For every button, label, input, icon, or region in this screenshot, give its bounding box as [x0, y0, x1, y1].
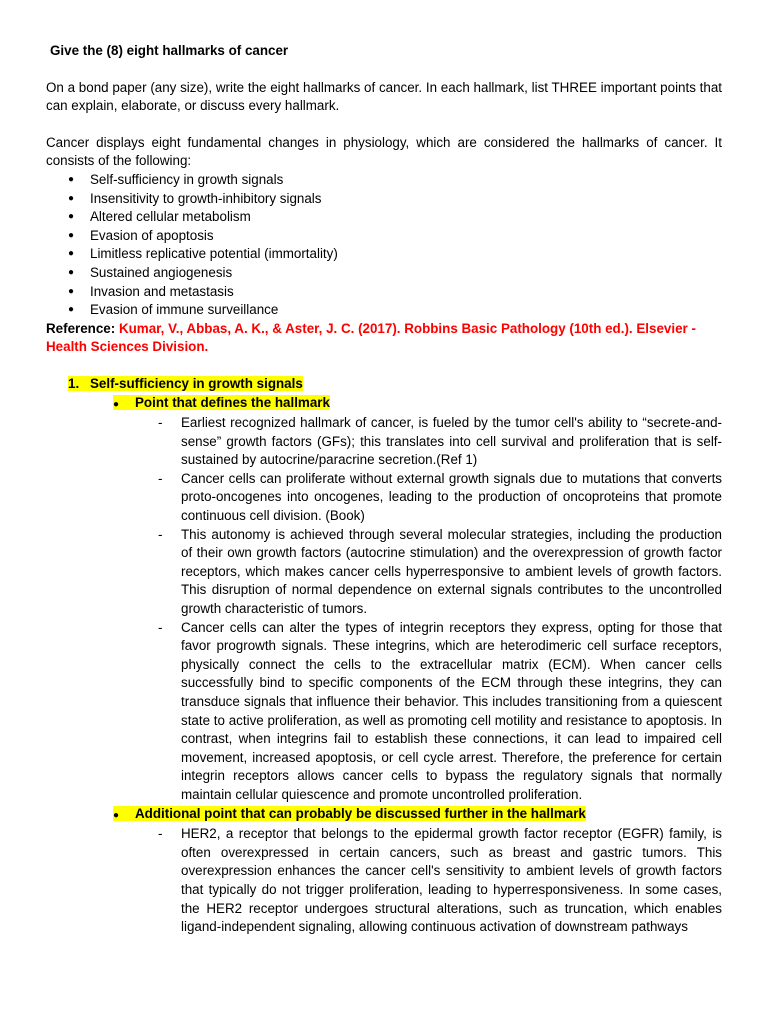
dash-icon: - — [158, 619, 163, 635]
section-number: 1. — [68, 375, 80, 391]
list-item: ● Invasion and metastasis — [68, 283, 722, 302]
reference-citation: Kumar, V., Abbas, A. K., & Aster, J. C. (2017). Robbins Basic Pathology (10th ed.). Elsevier - Health Sciences Division. — [46, 320, 696, 355]
document-title: Give the (8) eight hallmarks of cancer — [50, 43, 289, 58]
hallmarks-list — [46, 171, 722, 320]
reference-colon: : — [110, 320, 119, 336]
dash-icon: - — [158, 415, 163, 431]
dash-icon: - — [158, 526, 163, 542]
point-item — [46, 414, 722, 470]
list-item: ● Limitless replicative potential (immortality) — [68, 245, 722, 264]
point-text: Cancer cells can alter the types of integrin receptors they express, opting for those that favor progrowth signals. These integrins, which are heterodimeric cell surface receptors, physically connect the cells to the extracellular matrix (ECM). When cancer cells successfully bind to specific components of the ECM through these integrins, they can transduce signals that influence their behavior. This includes transitioning from a quiescent state to active proliferation, as well as promoting cell motility and resistance to apoptosis. In contrast, when integrins fail to establish these connections, it can lead to impaired cell movement, increased apoptosis, or cell cycle arrest. Therefore, the preference for certain integrin receptors allows cancer cells to bypass the regulatory signals that normally maintain cellular quiescence and promote uncontrolled proliferation. — [181, 619, 722, 802]
list-item: ● Evasion of apoptosis — [68, 227, 722, 246]
point-item — [46, 470, 722, 526]
dash-icon: - — [158, 470, 163, 486]
subheading-label: Additional point that can probably be discussed further in the hallmark — [135, 805, 586, 821]
point-text: This autonomy is achieved through several molecular strategies, including the production of their own growth factors (autocrine stimulation) and the overexpression of growth factor receptors, which makes cancer cells hyperresponsive to ambient levels of growth factors. This disruption of normal dependence on external signals contributes to the uncontrolled growth characteristic of tumors. — [181, 526, 722, 617]
subheading-defines — [46, 394, 722, 415]
subheading-additional — [46, 805, 722, 826]
list-item: ● Altered cellular metabolism — [68, 208, 722, 227]
bullet-icon: ● — [113, 809, 120, 821]
reference-line — [46, 320, 722, 357]
dash-icon: - — [158, 826, 163, 842]
subheading-label: Point that defines the hallmark — [135, 394, 330, 410]
intro-paragraph: Cancer displays eight fundamental changes in physiology, which are considered the hallmarks of cancer. It consists of the following: — [46, 134, 722, 169]
section-1 — [46, 375, 722, 937]
reference-label: Reference — [46, 320, 111, 336]
section-heading — [46, 375, 722, 394]
point-item — [46, 526, 722, 619]
bullet-icon: ● — [113, 398, 120, 410]
section-title: Self-sufficiency in growth signals — [90, 375, 303, 391]
point-item — [46, 619, 722, 805]
list-item: ● Evasion of immune surveillance — [68, 301, 722, 320]
list-item: ● Insensitivity to growth-inhibitory signals — [68, 190, 722, 209]
instructions-paragraph: On a bond paper (any size), write the eight hallmarks of cancer. In each hallmark, list THREE important points that can explain, elaborate, or discuss every hallmark. — [46, 79, 722, 114]
point-text: HER2, a receptor that belongs to the epidermal growth factor receptor (EGFR) family, is often overexpressed in certain cancers, such as breast and gastric tumors. This overexpression enhances the cancer cell's sensitivity to ambient levels of growth factors that typically do not trigger proliferation, leading to hyperresponsiveness. In some cases, the HER2 receptor undergoes structural alterations, such as truncation, which enables ligand-independent signaling, allowing continuous activation of downstream pathways — [181, 826, 722, 935]
point-item — [46, 825, 722, 937]
list-item: ● Sustained angiogenesis — [68, 264, 722, 283]
point-text: Cancer cells can proliferate without external growth signals due to mutations that converts proto-oncogenes into oncogenes, leading to the production of oncoproteins that promote continuous cell division. (Book) — [181, 470, 722, 524]
point-text: Earliest recognized hallmark of cancer, is fueled by the tumor cell's ability to “secrete-and-sense” growth factors (GFs); this translates into cell survival and proliferation that is self-sustained by autocrine/paracrine secretion.(Ref 1) — [181, 415, 722, 468]
list-item: ● Self-sufficiency in growth signals — [68, 171, 722, 190]
